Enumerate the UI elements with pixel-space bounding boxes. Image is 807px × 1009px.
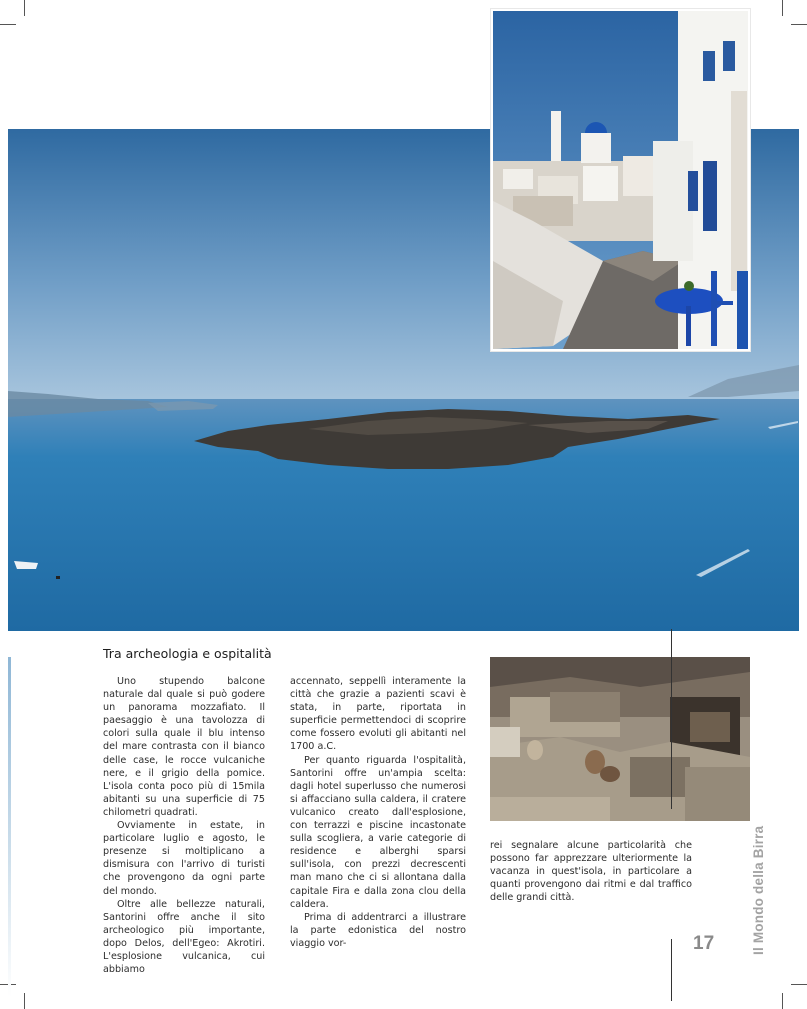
page-number: 17 xyxy=(693,933,715,954)
paragraph: Prima di addentrarci a illustrare la parte edonistica del nostro viaggio vor- xyxy=(290,911,466,949)
text-column-1 xyxy=(103,675,265,976)
section-heading: Tra archeologia e ospitalità xyxy=(103,646,272,661)
image-bleed-strip xyxy=(8,657,11,997)
crop-mark xyxy=(791,24,807,25)
paragraph: Uno stupendo balcone naturale dal quale si può godere un panorama mozzafiato. Il paesaggio è una tavolozza di colori sulla quale il blu intenso del mare contrasta con il bianco delle case, le rocce vulcaniche nere, e il grigio della pomice. L'isola conta poco più di 15mila abitanti su una superficie di 75 chilometri quadrati. xyxy=(103,676,265,818)
crop-mark xyxy=(24,0,25,16)
paragraph: Per quanto riguarda l'ospitalità, Santorini offre un'ampia scelta: dagli hotel superlusso che numerosi si affacciano sulla caldera, il cratere vulcanico creato dall'esplosione, con terrazzi e piscine incastonate sulla scogliera, a varie categorie di residence e alberghi sparsi sull'isola, con prezzi decrescenti man mano che ci si allontana dalla capitale Fira e dalla zona clou della caldera. xyxy=(290,754,466,910)
village-terrace-photo xyxy=(491,9,750,351)
crop-mark xyxy=(782,993,783,1009)
paragraph: Ovviamente in estate, in particolare luglio e agosto, le presenze si moltiplicano a dismisura con l'arrivo di turisti che provengono da ogni parte del mondo. xyxy=(103,820,265,897)
paragraph: accennato, seppellì interamente la città che grazie a pazienti scavi è stata, in parte, riportata in superficie permettendoci di scoprire come fossero evoluti gli abitanti nel 1700 a.C. xyxy=(290,676,466,753)
crop-mark xyxy=(782,0,783,16)
paragraph: Oltre alle bellezze naturali, Santorini offre anche il sito archeologico più importante, dopo Delos, dell'Egeo: Akrotiri. L'esplosione vulcanica, cui abbiamo xyxy=(103,898,265,976)
crop-mark xyxy=(24,993,25,1009)
paragraph: rei segnalare alcune particolarità che possono far apprezzare ulteriormente la vacanza in quest'isola, in particolare a quanti provengono dai ritmi e dal traffico delle grandi città. xyxy=(490,840,692,904)
crop-mark xyxy=(791,984,807,985)
text-column-3 xyxy=(490,839,692,904)
text-column-2 xyxy=(290,675,466,950)
crop-mark xyxy=(0,24,16,25)
column-rule xyxy=(671,629,672,809)
column-rule xyxy=(671,939,672,1001)
magazine-title: Il Mondo della Birra xyxy=(751,825,766,955)
akrotiri-excavation-photo xyxy=(490,657,750,821)
